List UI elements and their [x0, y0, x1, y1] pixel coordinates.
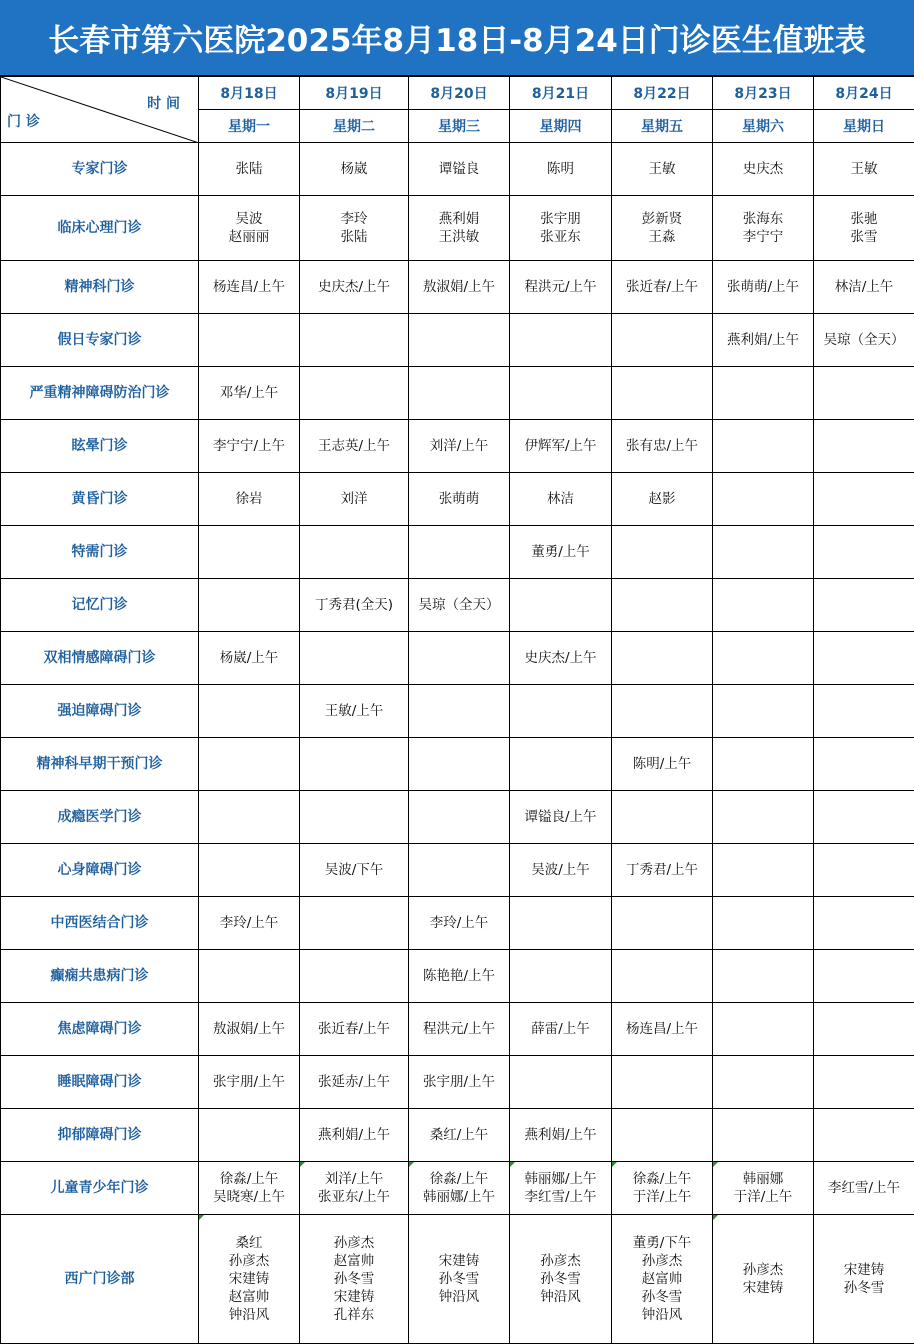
schedule-cell — [510, 367, 612, 420]
schedule-cell — [300, 261, 409, 314]
header-weekday: 星期日 — [814, 110, 914, 143]
schedule-cell — [199, 420, 300, 473]
doctor-names: 张萌萌/上午 — [726, 279, 800, 295]
schedule-cell — [713, 897, 814, 950]
doctor-names: 张有忠/上午 — [625, 438, 699, 454]
table-row — [1, 420, 914, 473]
schedule-cell — [814, 579, 914, 632]
schedule-cell — [814, 897, 914, 950]
schedule-cell — [713, 143, 814, 196]
schedule-cell — [814, 473, 914, 526]
cell-comment-marker-icon — [300, 1162, 305, 1167]
clinic-name: 西广门诊部 — [1, 1215, 199, 1344]
schedule-cell — [814, 367, 914, 420]
schedule-cell — [409, 579, 510, 632]
doctor-names: 李宁宁/上午 — [212, 438, 286, 454]
schedule-cell — [713, 950, 814, 1003]
schedule-cell — [713, 526, 814, 579]
schedule-cell — [814, 420, 914, 473]
schedule-cell — [612, 1003, 713, 1056]
doctor-names: 宋建铸 孙冬雪 钟沿风 — [438, 1253, 480, 1305]
schedule-cell — [612, 791, 713, 844]
schedule-cell — [612, 473, 713, 526]
doctor-names: 谭镒良 — [438, 161, 480, 177]
schedule-cell — [199, 196, 300, 261]
doctor-names: 丁秀君/上午 — [625, 862, 699, 878]
schedule-cell — [510, 143, 612, 196]
schedule-cell — [814, 1056, 914, 1109]
doctor-names: 程洪元/上午 — [422, 1021, 496, 1037]
table-row — [1, 1056, 914, 1109]
schedule-cell — [612, 367, 713, 420]
doctor-names: 陈艳艳/上午 — [422, 968, 496, 984]
doctor-names: 王敏 — [850, 161, 878, 177]
schedule-cell — [409, 1003, 510, 1056]
doctor-names: 伊辉军/上午 — [524, 438, 597, 454]
schedule-cell — [814, 791, 914, 844]
doctor-names: 杨崴 — [340, 161, 368, 177]
schedule-cell — [510, 473, 612, 526]
schedule-cell — [510, 950, 612, 1003]
schedule-cell — [199, 844, 300, 897]
doctor-names: 薛雷/上午 — [531, 1021, 590, 1037]
schedule-cell — [300, 1162, 409, 1215]
schedule-cell — [300, 738, 409, 791]
schedule-cell — [199, 473, 300, 526]
schedule-cell — [300, 143, 409, 196]
doctor-names: 孙彦杰 孙冬雪 钟沿风 — [540, 1253, 581, 1305]
doctor-names: 张近春/上午 — [625, 279, 699, 295]
schedule-cell — [199, 632, 300, 685]
schedule-cell — [713, 367, 814, 420]
doctor-names: 史庆杰/上午 — [317, 279, 391, 295]
schedule-cell — [409, 473, 510, 526]
schedule-cell — [612, 738, 713, 791]
cell-comment-marker-icon — [713, 1162, 718, 1167]
schedule-cell — [713, 844, 814, 897]
schedule-cell — [713, 1056, 814, 1109]
schedule-cell — [612, 844, 713, 897]
schedule-cell — [510, 1215, 612, 1344]
clinic-name: 黄昏门诊 — [1, 473, 199, 526]
table-row — [1, 1003, 914, 1056]
doctor-names: 林洁/上午 — [834, 279, 894, 295]
doctor-names: 吴波 赵丽丽 — [228, 211, 270, 245]
clinic-name: 焦虑障碍门诊 — [1, 1003, 199, 1056]
clinic-name: 心身障碍门诊 — [1, 844, 199, 897]
table-row — [1, 473, 914, 526]
schedule-cell — [612, 314, 713, 367]
table-row — [1, 844, 914, 897]
table-row — [1, 143, 914, 196]
table-row — [1, 579, 914, 632]
schedule-cell — [510, 420, 612, 473]
page-title: 长春市第六医院2025年8月18日-8月24日门诊医生值班表 — [0, 0, 914, 76]
schedule-cell — [814, 685, 914, 738]
schedule-cell — [713, 791, 814, 844]
schedule-cell — [612, 1162, 713, 1215]
header-date: 8月21日 — [510, 77, 612, 110]
schedule-cell — [510, 738, 612, 791]
schedule-cell — [814, 196, 914, 261]
schedule-cell — [199, 791, 300, 844]
schedule-cell — [612, 420, 713, 473]
doctor-names: 刘洋/上午 — [429, 438, 489, 454]
doctor-names: 宋建铸 孙冬雪 — [843, 1262, 885, 1296]
schedule-cell — [409, 420, 510, 473]
table-row — [1, 196, 914, 261]
table-row — [1, 1109, 914, 1162]
schedule-cell — [510, 1056, 612, 1109]
schedule-cell — [199, 1056, 300, 1109]
schedule-cell — [814, 950, 914, 1003]
schedule-cell — [409, 1056, 510, 1109]
schedule-cell — [199, 526, 300, 579]
schedule-cell — [612, 196, 713, 261]
schedule-cell — [300, 791, 409, 844]
schedule-cell — [409, 1162, 510, 1215]
header-weekday: 星期一 — [199, 110, 300, 143]
schedule-cell — [713, 314, 814, 367]
table-row — [1, 367, 914, 420]
doctor-names: 张海东 李宁宁 — [742, 211, 784, 245]
clinic-name: 睡眠障碍门诊 — [1, 1056, 199, 1109]
schedule-cell — [612, 1215, 713, 1344]
schedule-cell — [300, 473, 409, 526]
schedule-cell — [510, 1162, 612, 1215]
table-row — [1, 791, 914, 844]
schedule-cell — [199, 579, 300, 632]
schedule-cell — [713, 1003, 814, 1056]
schedule-cell — [300, 950, 409, 1003]
header-weekday: 星期二 — [300, 110, 409, 143]
schedule-cell — [713, 1162, 814, 1215]
schedule-cell — [510, 791, 612, 844]
schedule-cell — [199, 738, 300, 791]
schedule-cell — [814, 1003, 914, 1056]
doctor-names: 杨连昌/上午 — [625, 1021, 699, 1037]
duty-schedule-table — [0, 76, 914, 1344]
doctor-names: 桑红 孙彦杰 宋建铸 赵富帅 钟沿风 — [228, 1235, 270, 1323]
doctor-names: 燕利娟/上午 — [726, 332, 800, 348]
schedule-cell — [199, 1162, 300, 1215]
doctor-names: 徐淼/上午 于洋/上午 — [632, 1171, 692, 1205]
schedule-cell — [713, 261, 814, 314]
schedule-cell — [199, 314, 300, 367]
doctor-names: 刘洋 — [340, 491, 368, 507]
doctor-names: 张陆 — [235, 161, 263, 177]
table-row — [1, 685, 914, 738]
doctor-names: 杨崴/上午 — [219, 650, 279, 666]
schedule-cell — [814, 314, 914, 367]
schedule-cell — [409, 196, 510, 261]
doctor-names: 吴波/上午 — [531, 862, 590, 878]
schedule-cell — [510, 314, 612, 367]
schedule-cell — [409, 791, 510, 844]
schedule-cell — [199, 1215, 300, 1344]
schedule-cell — [199, 261, 300, 314]
schedule-cell — [510, 579, 612, 632]
schedule-cell — [612, 1109, 713, 1162]
schedule-cell — [409, 950, 510, 1003]
schedule-cell — [713, 1215, 814, 1344]
doctor-names: 陈明/上午 — [632, 756, 692, 772]
schedule-cell — [199, 1003, 300, 1056]
schedule-cell — [199, 367, 300, 420]
schedule-cell — [300, 420, 409, 473]
doctor-names: 林洁 — [547, 491, 574, 507]
doctor-names: 敖淑娟/上午 — [422, 279, 496, 295]
table-row — [1, 1162, 914, 1215]
schedule-cell — [510, 844, 612, 897]
doctor-names: 王敏 — [648, 161, 676, 177]
schedule-cell — [713, 632, 814, 685]
doctor-names: 韩丽娜/上午 李红雪/上午 — [524, 1171, 597, 1205]
doctor-names: 李玲/上午 — [219, 915, 279, 931]
doctor-names: 张宇朋/上午 — [212, 1074, 286, 1090]
schedule-cell — [199, 897, 300, 950]
schedule-cell — [510, 897, 612, 950]
doctor-names: 丁秀君(全天) — [314, 597, 394, 613]
table-row — [1, 632, 914, 685]
schedule-cell — [510, 1003, 612, 1056]
schedule-cell — [612, 1056, 713, 1109]
clinic-name: 严重精神障碍防治门诊 — [1, 367, 199, 420]
header-weekday: 星期四 — [510, 110, 612, 143]
clinic-name: 精神科门诊 — [1, 261, 199, 314]
schedule-cell — [199, 143, 300, 196]
schedule-cell — [300, 314, 409, 367]
schedule-cell — [612, 526, 713, 579]
clinic-name: 儿童青少年门诊 — [1, 1162, 199, 1215]
doctor-names: 桑红/上午 — [429, 1127, 489, 1143]
header-weekday: 星期六 — [713, 110, 814, 143]
schedule-cell — [300, 579, 409, 632]
header-date: 8月20日 — [409, 77, 510, 110]
schedule-cell — [510, 526, 612, 579]
table-row — [1, 261, 914, 314]
clinic-name: 成瘾医学门诊 — [1, 791, 199, 844]
clinic-name: 强迫障碍门诊 — [1, 685, 199, 738]
header-weekday: 星期五 — [612, 110, 713, 143]
schedule-cell — [713, 685, 814, 738]
doctor-names: 赵影 — [648, 491, 676, 507]
doctor-names: 张驰 张雪 — [850, 211, 878, 245]
schedule-cell — [612, 579, 713, 632]
doctor-names: 董勇/上午 — [531, 544, 590, 560]
header-date: 8月18日 — [199, 77, 300, 110]
schedule-cell — [510, 261, 612, 314]
clinic-name: 中西医结合门诊 — [1, 897, 199, 950]
schedule-cell — [814, 738, 914, 791]
schedule-cell — [713, 579, 814, 632]
doctor-names: 杨连昌/上午 — [212, 279, 286, 295]
doctor-names: 敖淑娟/上午 — [212, 1021, 286, 1037]
doctor-names: 史庆杰/上午 — [524, 650, 597, 666]
doctor-names: 张萌萌 — [438, 491, 480, 507]
doctor-names: 徐岩 — [235, 491, 263, 507]
schedule-cell — [510, 196, 612, 261]
clinic-name: 双相情感障碍门诊 — [1, 632, 199, 685]
schedule-cell — [612, 685, 713, 738]
header-date: 8月23日 — [713, 77, 814, 110]
schedule-cell — [409, 314, 510, 367]
schedule-cell — [612, 950, 713, 1003]
table-row — [1, 526, 914, 579]
clinic-name: 记忆门诊 — [1, 579, 199, 632]
schedule-cell — [409, 632, 510, 685]
header-corner — [1, 77, 199, 143]
clinic-name: 癫痫共患病门诊 — [1, 950, 199, 1003]
schedule-cell — [713, 738, 814, 791]
schedule-cell — [300, 685, 409, 738]
schedule-cell — [510, 1109, 612, 1162]
clinic-name: 临床心理门诊 — [1, 196, 199, 261]
schedule-cell — [300, 1056, 409, 1109]
doctor-names: 徐淼/上午 吴晓寒/上午 — [212, 1171, 286, 1205]
doctor-names: 谭镒良/上午 — [524, 809, 597, 825]
schedule-cell — [409, 143, 510, 196]
schedule-cell — [612, 897, 713, 950]
doctor-names: 王敏/上午 — [324, 703, 384, 719]
schedule-cell — [409, 844, 510, 897]
schedule-cell — [814, 1215, 914, 1344]
schedule-cell — [300, 1003, 409, 1056]
schedule-cell — [409, 261, 510, 314]
schedule-cell — [409, 685, 510, 738]
schedule-cell — [300, 897, 409, 950]
doctor-names: 燕利娟 王洪敏 — [438, 211, 480, 245]
doctor-names: 彭新贤 王淼 — [641, 211, 683, 245]
doctor-names: 徐淼/上午 韩丽娜/上午 — [422, 1171, 496, 1205]
doctor-names: 邓华/上午 — [219, 385, 279, 401]
schedule-cell — [713, 1109, 814, 1162]
clinic-name: 假日专家门诊 — [1, 314, 199, 367]
doctor-names: 李红雪/上午 — [827, 1180, 901, 1196]
schedule-cell — [409, 1109, 510, 1162]
schedule-cell — [814, 143, 914, 196]
doctor-names: 燕利娟/上午 — [317, 1127, 391, 1143]
schedule-cell — [814, 844, 914, 897]
schedule-cell — [199, 950, 300, 1003]
schedule-cell — [814, 1109, 914, 1162]
schedule-cell — [409, 897, 510, 950]
cell-comment-marker-icon — [409, 1162, 414, 1167]
schedule-cell — [612, 261, 713, 314]
doctor-names: 孙彦杰 赵富帅 孙冬雪 宋建铸 孔祥东 — [333, 1235, 375, 1323]
schedule-cell — [612, 632, 713, 685]
clinic-name: 抑郁障碍门诊 — [1, 1109, 199, 1162]
table-row — [1, 314, 914, 367]
doctor-names: 韩丽娜 于洋/上午 — [733, 1171, 793, 1205]
schedule-cell — [814, 1162, 914, 1215]
cell-comment-marker-icon — [510, 1162, 515, 1167]
doctor-names: 张宇朋 张亚东 — [540, 211, 581, 245]
cell-comment-marker-icon — [612, 1162, 617, 1167]
doctor-names: 吴琼（全天） — [418, 597, 500, 613]
table-row — [1, 897, 914, 950]
header-date: 8月22日 — [612, 77, 713, 110]
doctor-names: 燕利娟/上午 — [524, 1127, 597, 1143]
doctor-names: 董勇/下午 孙彦杰 赵富帅 孙冬雪 钟沿风 — [632, 1235, 692, 1323]
cell-comment-marker-icon — [199, 1215, 204, 1220]
header-clinic-label: 门 诊 — [7, 114, 40, 130]
schedule-cell — [300, 526, 409, 579]
schedule-cell — [199, 1109, 300, 1162]
doctor-names: 史庆杰 — [742, 161, 784, 177]
schedule-cell — [510, 632, 612, 685]
clinic-name: 眩晕门诊 — [1, 420, 199, 473]
doctor-names: 吴波/下午 — [324, 862, 384, 878]
schedule-cell — [814, 526, 914, 579]
table-row — [1, 950, 914, 1003]
doctor-names: 张延赤/上午 — [317, 1074, 391, 1090]
header-date: 8月24日 — [814, 77, 914, 110]
schedule-cell — [300, 196, 409, 261]
doctor-names: 吴琼（全天） — [823, 332, 905, 348]
table-row — [1, 1215, 914, 1344]
doctor-names: 王志英/上午 — [317, 438, 391, 454]
schedule-cell — [612, 143, 713, 196]
clinic-name: 精神科早期干预门诊 — [1, 738, 199, 791]
header-date: 8月19日 — [300, 77, 409, 110]
doctor-names: 程洪元/上午 — [524, 279, 597, 295]
schedule-cell — [300, 1215, 409, 1344]
schedule-cell — [510, 685, 612, 738]
schedule-cell — [300, 844, 409, 897]
schedule-cell — [409, 367, 510, 420]
schedule-cell — [409, 526, 510, 579]
clinic-name: 专家门诊 — [1, 143, 199, 196]
doctor-names: 刘洋/上午 张亚东/上午 — [317, 1171, 391, 1205]
doctor-names: 张近春/上午 — [317, 1021, 391, 1037]
doctor-names: 孙彦杰 宋建铸 — [742, 1262, 784, 1296]
schedule-cell — [814, 632, 914, 685]
doctor-names: 张宇朋/上午 — [422, 1074, 496, 1090]
schedule-cell — [713, 420, 814, 473]
schedule-cell — [199, 685, 300, 738]
schedule-cell — [300, 632, 409, 685]
schedule-cell — [409, 738, 510, 791]
clinic-name: 特需门诊 — [1, 526, 199, 579]
header-time-label: 时 间 — [147, 96, 180, 112]
schedule-cell — [713, 196, 814, 261]
doctor-names: 李玲 张陆 — [340, 211, 368, 245]
schedule-cell — [409, 1215, 510, 1344]
cell-comment-marker-icon — [713, 1215, 718, 1220]
header-date-row — [1, 77, 914, 110]
schedule-cell — [814, 261, 914, 314]
doctor-names: 李玲/上午 — [429, 915, 489, 931]
schedule-cell — [300, 1109, 409, 1162]
schedule-cell — [713, 473, 814, 526]
schedule-cell — [300, 367, 409, 420]
table-row — [1, 738, 914, 791]
doctor-names: 陈明 — [547, 161, 574, 177]
header-weekday: 星期三 — [409, 110, 510, 143]
